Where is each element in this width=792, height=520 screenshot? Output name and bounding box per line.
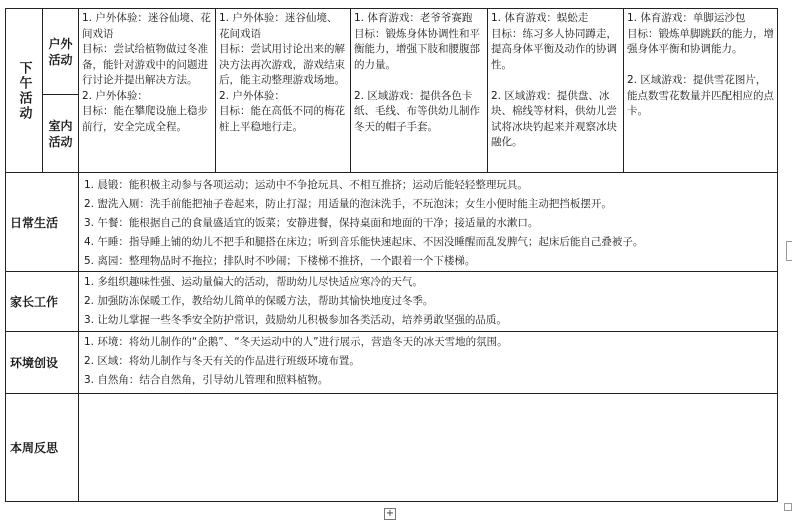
environment-item: 1. 环境：将幼儿制作的“企鹅”、“冬天运动中的人”进行展示，营造冬天的冰天雪地的氛围。	[84, 336, 508, 348]
parents-work-item: 3. 让幼儿掌握一些冬季安全防护常识，鼓励幼儿积极参加各类活动，培养勇敢坚强的品质。	[84, 314, 507, 326]
daily-life-item: 4. 午睡：指导睡上铺的幼儿不把手和腿搭在床边；听到音乐能快速起床、不因没睡醒而乱发脾气；起床后能自己叠被子。	[84, 236, 644, 248]
parents-work-item: 1. 多组织趣味性强、运动量偏大的活动，帮助幼儿尽快适应寒冷的天气。	[84, 276, 423, 288]
environment-content	[79, 332, 777, 394]
environment-label	[6, 332, 79, 394]
daily-life-label	[6, 173, 79, 272]
outdoor-label-text: 户外活动	[48, 36, 73, 67]
reflection-label	[6, 394, 79, 501]
weekly-plan-table	[5, 8, 778, 502]
daily-life-item: 5. 离园：整理物品时不拖拉；排队时不吵闹；下楼梯不推挤，一个跟着一个下楼梯。	[84, 255, 476, 267]
reflection-label-text: 本周反思	[10, 441, 59, 455]
afternoon-label-text: 下午活动	[16, 60, 32, 121]
outdoor-label	[43, 9, 79, 95]
environment-item: 3. 自然角：结合自然角，引导幼儿管理和照料植物。	[84, 374, 329, 386]
parents-work-item: 2. 加强防冻保暖工作，教给幼儿简单的保暖方法，帮助其愉快地度过冬季。	[84, 295, 434, 307]
environment-item: 2. 区域：将幼儿制作与冬天有关的作品进行班级环境布置。	[84, 355, 360, 367]
afternoon-day-3: 1. 体育游戏：老爷爷赛跑 目标：锻炼身体协调性和平衡能力，增强下肢和腰腹部的力量。 2. 区域游戏：提供各色卡纸、毛线、布等供幼儿制作冬天的帽子手套。	[351, 9, 488, 173]
daily-life-item: 3. 午餐：能根据自己的食量盛适宜的饭菜；安静进餐，保持桌面和地面的干净；接适量的水漱口。	[84, 217, 539, 229]
parents-work-content	[79, 272, 777, 332]
afternoon-label	[6, 9, 43, 173]
add-row-handle[interactable]: +	[385, 508, 395, 519]
daily-life-item: 1. 晨锻：能积极主动参与各项运动；运动中不争抢玩具、不相互推挤；运动后能轻轻整理玩具。	[84, 179, 528, 191]
reflection-content[interactable]	[79, 394, 777, 501]
daily-life-label-text: 日常生活	[10, 215, 59, 230]
parents-work-label	[6, 272, 79, 332]
daily-life-item: 2. 盥洗入厕：洗手前能把袖子卷起来，防止打湿；用适量的泡沫洗手，不玩泡沫；女生小便时能主动把挡板摆开。	[84, 198, 612, 210]
environment-label-text: 环境创设	[10, 356, 59, 370]
afternoon-day-1: 1. 户外体验：迷谷仙境、花间戏语 目标：尝试给植物做过冬准备，能针对游戏中的问题进行讨论并提出解决方法。 2. 户外体验： 目标：能在攀爬设施上稳步前行，安全完成全程。	[79, 9, 216, 173]
parents-work-label-text: 家长工作	[10, 295, 59, 309]
afternoon-day-2: 1. 户外体验：迷谷仙境、花间戏语 目标：尝试用讨论出来的解决方法再次游戏，游戏结束后，能主动整理游戏场地。 2. 户外体验： 目标：能在高低不同的梅花桩上平稳地行走。	[216, 9, 351, 173]
indoor-label-text: 室内活动	[48, 118, 73, 149]
indoor-label	[43, 95, 79, 173]
afternoon-day-5: 1. 体育游戏：单脚运沙包 目标：锻炼单脚跳跃的能力，增强身体平衡和协调能力。 2. 区域游戏：提供雪花图片，能点数雪花数量并匹配相应的点卡。	[624, 9, 777, 173]
table-resize-handle[interactable]	[784, 503, 792, 511]
daily-life-content	[79, 173, 777, 272]
afternoon-day-4: 1. 体育游戏：蜈蚣走 目标：练习多人协同蹲走，提高身体平衡及动作的协调性。 2. 区域游戏：提供盘、冰块、棉线等材料，供幼儿尝试将冰块钓起来并观察冰块融化。	[488, 9, 624, 173]
column-resize-handle[interactable]	[786, 241, 792, 261]
